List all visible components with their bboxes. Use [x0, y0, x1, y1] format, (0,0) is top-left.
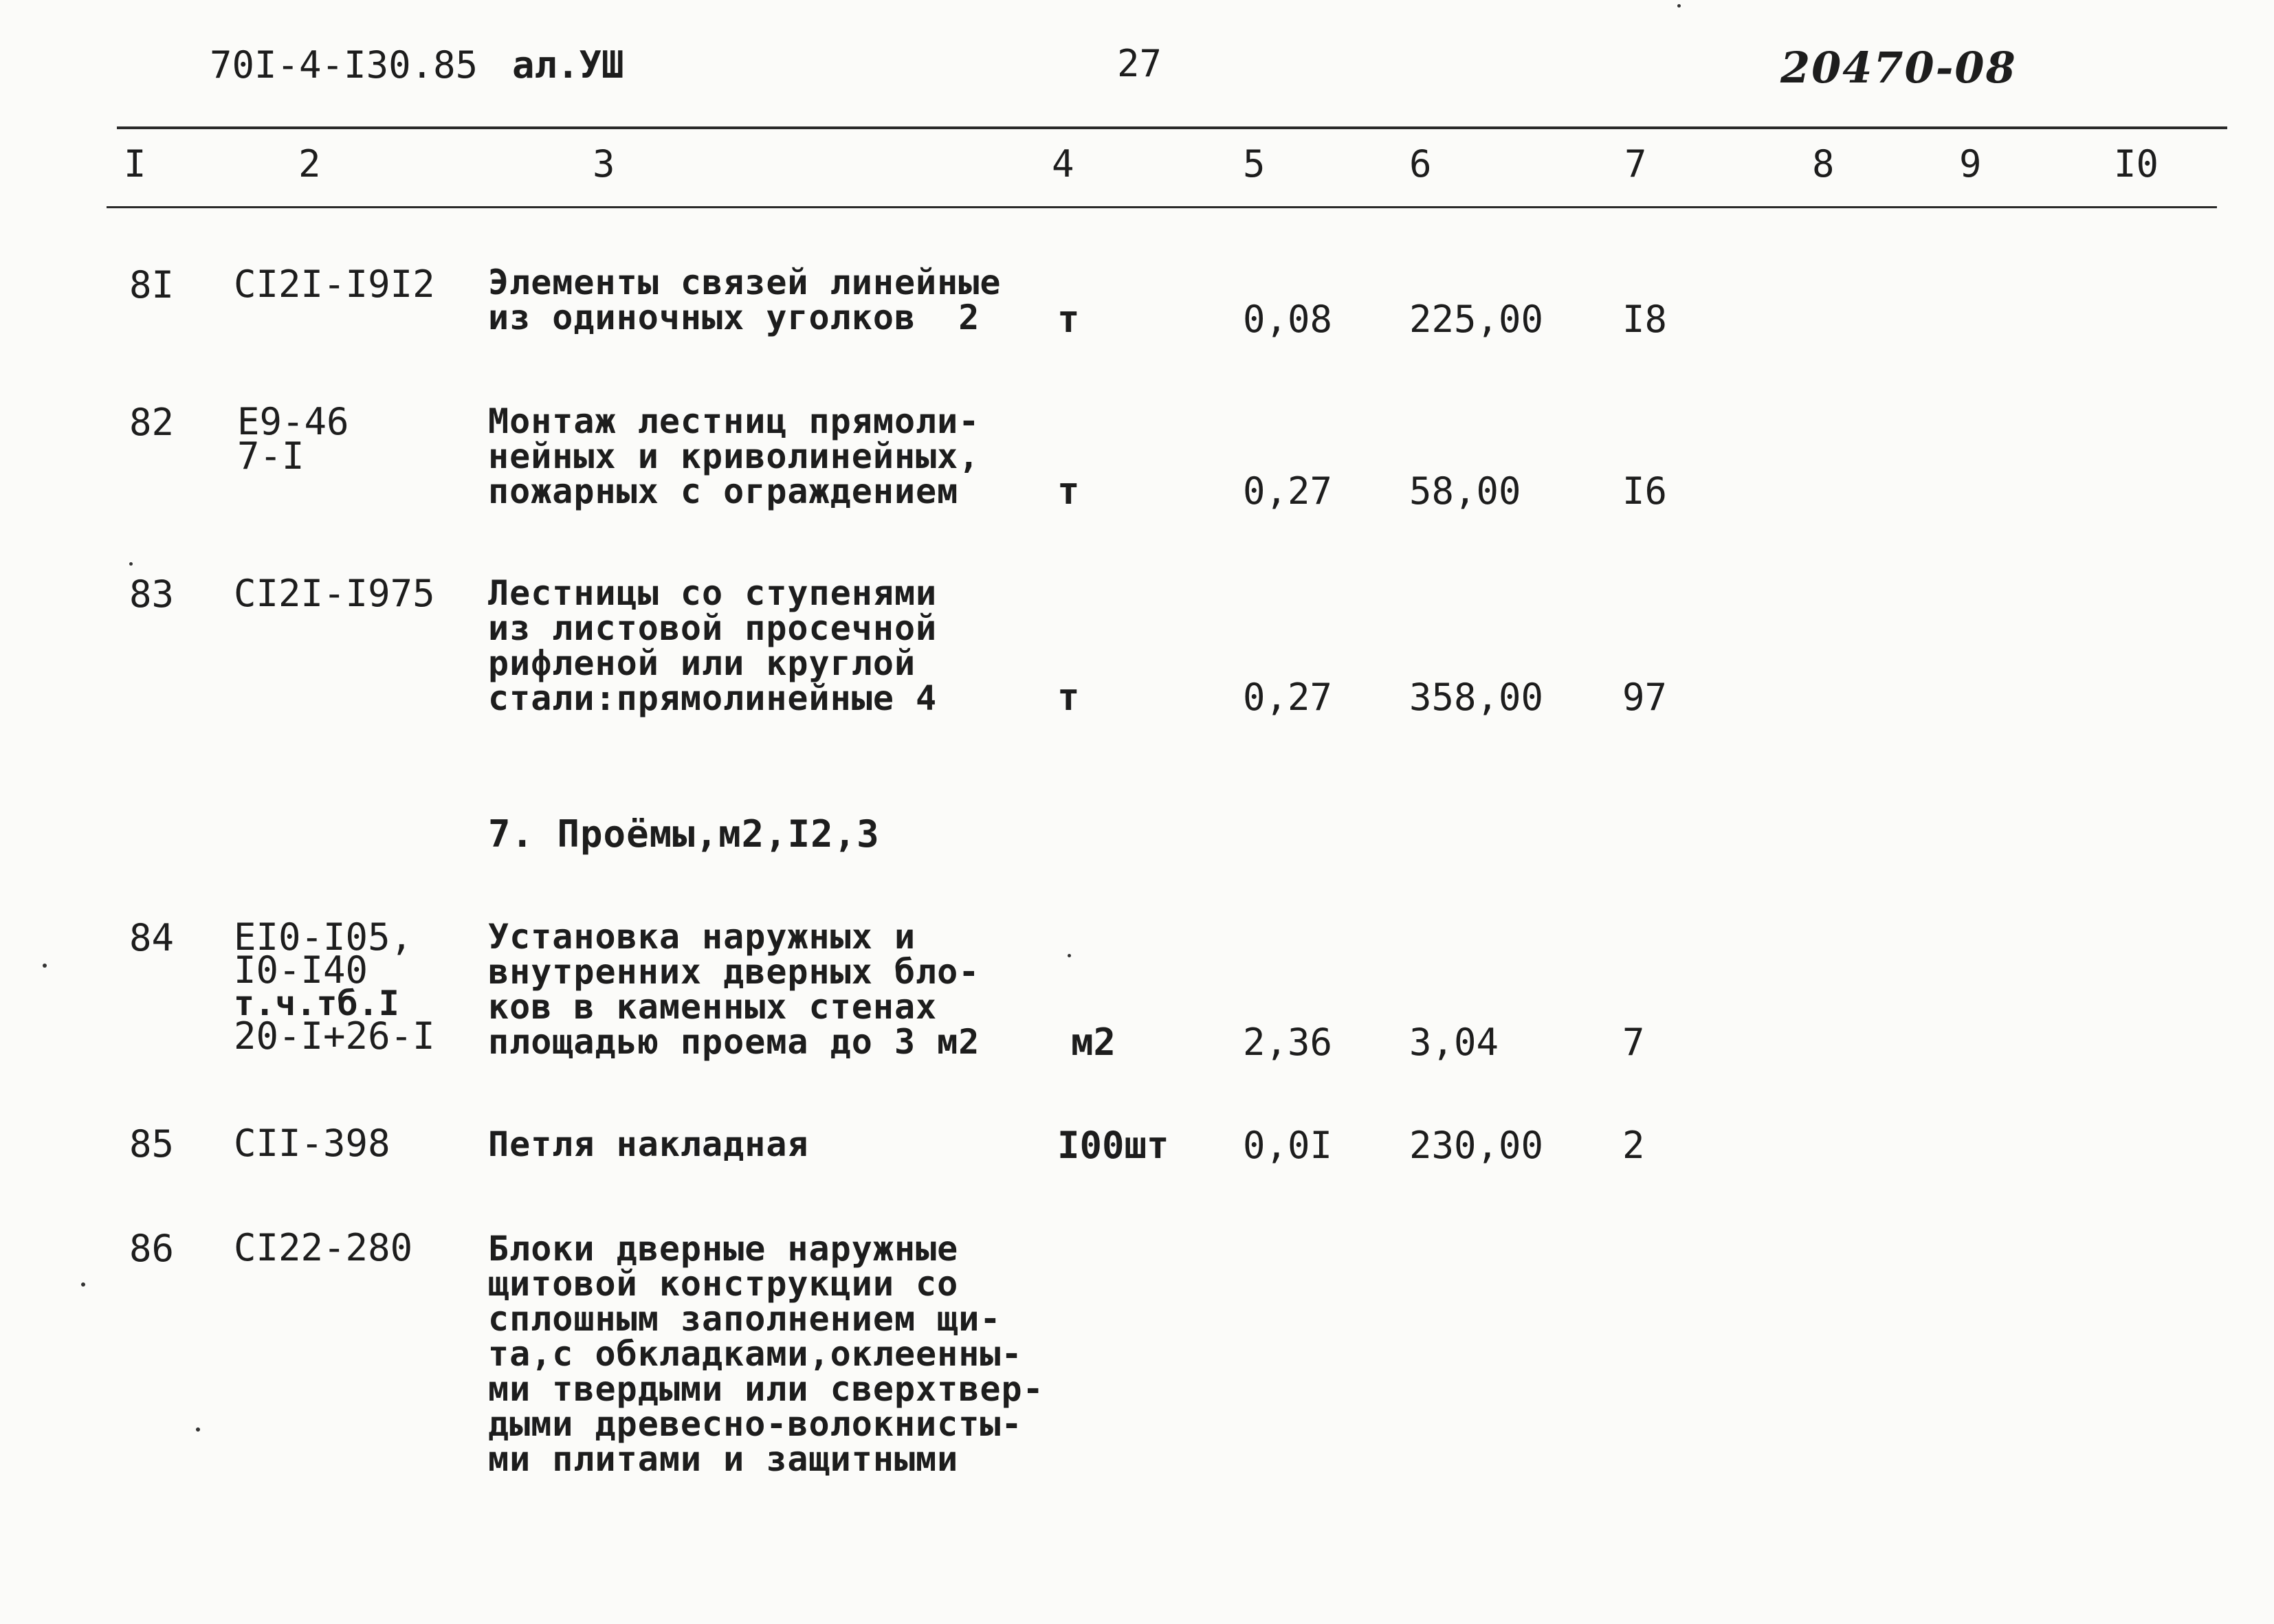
column-header-10: I0 [2114, 142, 2159, 186]
total-cost: 7 [1622, 1021, 1645, 1064]
rate-code: CI22-280 [234, 1226, 413, 1269]
doc-code: 70I-4-I30.85 [210, 43, 478, 87]
quantity: 2,36 [1243, 1021, 1333, 1064]
column-header-9: 9 [1959, 142, 1982, 186]
unit: т [1057, 469, 1080, 513]
page-number: 27 [1117, 42, 1162, 85]
work-description: рифленой или круглой [488, 643, 916, 683]
work-description: Монтаж лестниц прямоли- [488, 401, 980, 441]
work-description: из одиночных уголков 2 [488, 298, 980, 337]
table-header-rule [107, 206, 2217, 208]
unit: I00шт [1057, 1124, 1169, 1167]
unit: т [1057, 676, 1080, 719]
quantity: 0,27 [1243, 469, 1333, 513]
work-description: та,с обкладками,оклеенны- [488, 1334, 1023, 1374]
work-description: ми твердыми или сверхтвер- [488, 1369, 1044, 1409]
column-header-5: 5 [1243, 142, 1266, 186]
unit-price: 3,04 [1409, 1021, 1499, 1064]
scan-speck [1068, 954, 1071, 957]
work-description: из листовой просечной [488, 608, 938, 648]
work-description: ков в каменных стенах [488, 987, 938, 1027]
unit-price: 225,00 [1409, 298, 1544, 341]
work-description: Лестницы со ступенями [488, 573, 938, 613]
quantity: 0,0I [1243, 1124, 1333, 1167]
rate-code: т.ч.тб.I [234, 983, 399, 1023]
scan-speck [129, 562, 133, 566]
work-description: площадью проема до 3 м2 [488, 1022, 980, 1062]
column-header-7: 7 [1624, 142, 1647, 186]
quantity: 0,27 [1243, 676, 1333, 719]
total-cost: I6 [1622, 469, 1668, 513]
row-number: 8I [129, 263, 175, 307]
work-description: щитовой конструкции со [488, 1264, 959, 1304]
album-number: ал.УШ [512, 43, 624, 87]
rate-code: I0-I40 [234, 948, 368, 992]
row-number: 84 [129, 916, 175, 959]
work-description: Петля накладная [488, 1124, 809, 1164]
work-description: Блоки дверные наружные [488, 1229, 959, 1269]
work-description: Элементы связей линейные [488, 263, 1002, 302]
work-description: пожарных с ограждением [488, 471, 959, 511]
work-description: внутренних дверных бло- [488, 952, 980, 992]
column-header-4: 4 [1052, 142, 1074, 186]
quantity: 0,08 [1243, 298, 1333, 341]
row-number: 82 [129, 401, 175, 444]
work-description: нейных и криволинейных, [488, 436, 980, 476]
unit: м2 [1071, 1021, 1116, 1064]
rate-code: EI0-I05, [234, 915, 413, 959]
row-number: 86 [129, 1227, 175, 1270]
total-cost: I8 [1622, 298, 1668, 341]
rate-code: CII-398 [234, 1122, 390, 1165]
total-cost: 2 [1622, 1124, 1645, 1167]
rate-code: E9-46 [237, 400, 349, 443]
unit-price: 358,00 [1409, 676, 1544, 719]
column-header-2: 2 [298, 142, 321, 186]
scan-speck [43, 964, 47, 968]
work-description: сплошным заполнением щи- [488, 1299, 1002, 1339]
scan-speck [196, 1427, 200, 1432]
scan-speck [81, 1282, 85, 1287]
row-number: 83 [129, 572, 175, 616]
row-number: 85 [129, 1122, 175, 1166]
column-header-6: 6 [1409, 142, 1432, 186]
column-header-3: 3 [593, 142, 615, 186]
work-description: стали:прямолинейные 4 [488, 678, 938, 718]
rate-code: CI2I-I9I2 [234, 263, 435, 306]
work-description: дыми древесно-волокнисты- [488, 1404, 1023, 1444]
work-description: Установка наружных и [488, 917, 916, 957]
rate-code: 7-I [237, 434, 305, 478]
total-cost: 97 [1622, 676, 1668, 719]
rate-code: 20-I+26-I [234, 1014, 435, 1058]
work-description: ми плитами и защитными [488, 1439, 959, 1479]
column-header-8: 8 [1812, 142, 1835, 186]
handwritten-number: 20470-08 [1780, 43, 2017, 93]
unit-price: 230,00 [1409, 1124, 1544, 1167]
scan-speck [1677, 4, 1681, 8]
unit-price: 58,00 [1409, 469, 1521, 513]
table-top-rule [117, 126, 2227, 129]
rate-code: CI2I-I975 [234, 572, 435, 615]
section-heading: 7. Проёмы,м2,I2,3 [488, 812, 880, 856]
unit: т [1057, 298, 1080, 341]
column-header-1: I [124, 142, 146, 186]
